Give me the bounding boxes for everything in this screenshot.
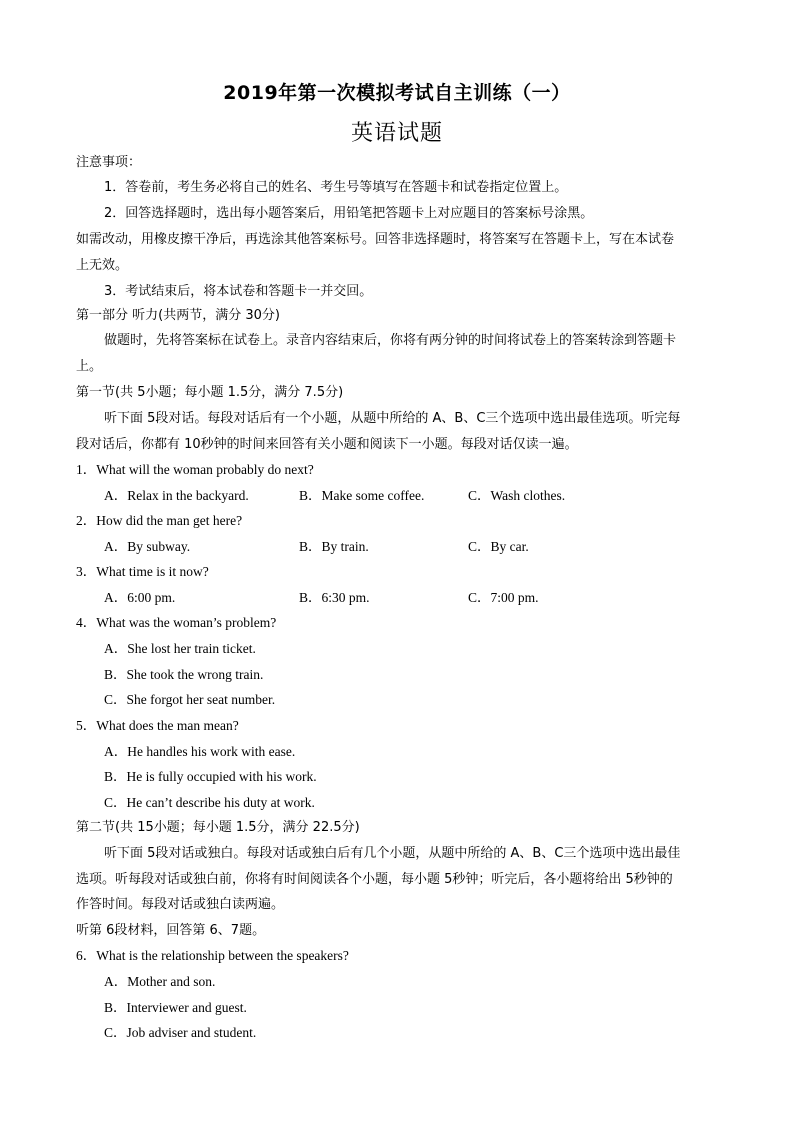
option-b: B．Make some coffee. [299,488,425,503]
option-b: B．He is fully occupied with his work. [104,769,317,784]
question-stem: 2．How did the man get here? [76,513,243,528]
option-c: C．Job adviser and student. [104,1025,257,1040]
option-c: C．By car. [468,539,529,554]
notice-heading: 注意事项： [76,155,142,170]
option-a: A．He handles his work with ease. [104,744,296,759]
option-a: A．6:00 pm. [104,590,176,605]
option-c: C．He can’t describe his duty at work. [104,795,315,810]
option-a: A．By subway. [104,539,191,554]
section2-instr-line-1: 听下面 5段对话或独白。每段对话或独白后有几个小题，从题中所给的 A、B、C三个选项中选出最佳 [104,846,681,861]
question-stem: 3．What time is it now? [76,564,209,579]
option-b: B．By train. [299,539,369,554]
section1-instr-line-1: 听下面 5段对话。每段对话后有一个小题，从题中所给的 A、B、C三个选项中选出最佳选项。听完每 [104,411,681,426]
question-stem: 1．What will the woman probably do next? [76,462,314,477]
page-subtitle: 英语试题 [350,121,443,146]
notice-item-2-line-2: 如需改动，用橡皮擦干净后，再选涂其他答案标号。回答非选择题时，将答案写在答题卡上，写在本试卷 [76,232,675,247]
question-stem: 5．What does the man mean? [76,718,239,733]
material-6-heading: 听第 6段材料，回答第 6、7题。 [76,923,266,938]
question-stem: 6．What is the relationship between the speakers? [76,948,349,963]
notice-item-2-line-1: 2．回答选择题时，选出每小题答案后，用铅笔把答题卡上对应题目的答案标号涂黑。 [104,206,594,221]
page-title: 2019年第一次模拟考试自主训练（一） [223,82,571,104]
part1-instr-line-2: 上。 [76,359,103,374]
part1-heading: 第一部分 听力(共两节，满分 30分) [76,308,280,323]
question-stem: 4．What was the woman’s problem? [76,615,277,630]
section1-instr-line-2: 段对话后，你都有 10秒钟的时间来回答有关小题和阅读下一小题。每段对话仅读一遍。 [76,437,578,452]
option-c: C．Wash clothes. [468,488,566,503]
option-c: C．She forgot her seat number. [104,692,276,707]
notice-item-1: 1．答卷前，考生务必将自己的姓名、考生号等填写在答题卡和试卷指定位置上。 [104,180,568,195]
option-b: B．6:30 pm. [299,590,370,605]
section2-instr-line-2: 选项。听每段对话或独白前，你将有时间阅读各个小题，每小题 5秒钟；听完后，各小题将给出 5秒钟的 [76,872,673,887]
section2-heading: 第二节(共 15小题；每小题 1.5分，满分 22.5分) [76,820,360,835]
option-a: A．She lost her train ticket. [104,641,256,656]
section2-instr-line-3: 作答时间。每段对话或独白读两遍。 [76,897,285,912]
option-b: B．Interviewer and guest. [104,1000,247,1015]
option-a: A．Relax in the backyard. [104,488,249,503]
notice-item-2-line-3: 上无效。 [76,258,129,273]
option-c: C．7:00 pm. [468,590,539,605]
option-b: B．She took the wrong train. [104,667,264,682]
part1-instr-line-1: 做题时，先将答案标在试卷上。录音内容结束后，你将有两分钟的时间将试卷上的答案转涂到答题卡 [104,333,677,348]
section1-heading: 第一节(共 5小题；每小题 1.5分，满分 7.5分) [76,385,344,400]
option-a: A．Mother and son. [104,974,216,989]
notice-item-3: 3．考试结束后，将本试卷和答题卡一并交回。 [104,284,373,299]
